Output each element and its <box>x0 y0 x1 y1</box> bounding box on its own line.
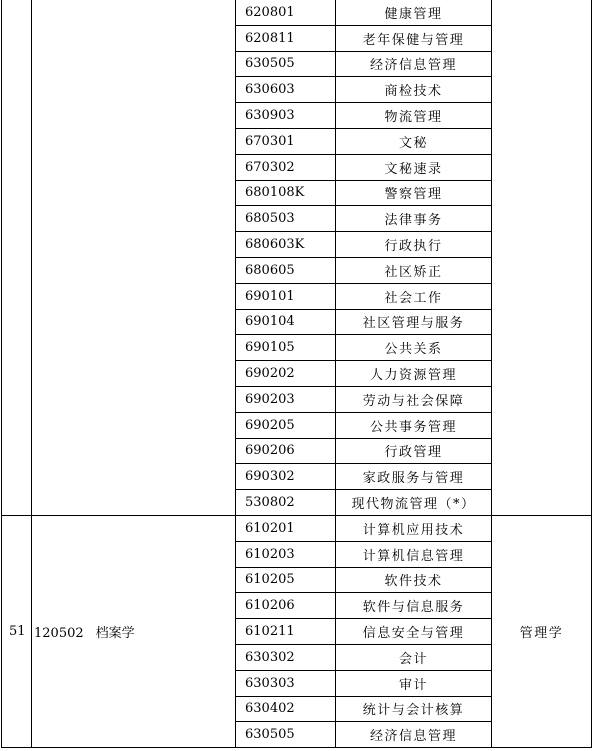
major-name-cell: 现代物流管理（*） <box>336 490 492 516</box>
major-name-cell: 劳动与社会保障 <box>336 386 492 412</box>
major-name-cell: 经济信息管理 <box>336 51 492 77</box>
major-code-cell: 690105 <box>236 335 336 361</box>
major-name-cell: 文秘速录 <box>336 154 492 180</box>
major-name-cell: 行政执行 <box>336 232 492 258</box>
discipline-name: 档案学 <box>95 626 135 642</box>
major-code-cell: 610211 <box>236 619 336 645</box>
major-name-cell: 公共事务管理 <box>336 412 492 438</box>
major-name-cell: 物流管理 <box>336 103 492 129</box>
discipline-cell <box>32 0 236 515</box>
major-code-cell: 690302 <box>236 464 336 490</box>
major-name-cell: 社区矫正 <box>336 257 492 283</box>
major-code-cell: 530802 <box>236 490 336 516</box>
major-code-cell: 630303 <box>236 670 336 696</box>
major-name-cell: 软件技术 <box>336 567 492 593</box>
major-name-cell: 软件与信息服务 <box>336 593 492 619</box>
major-code-cell: 690202 <box>236 361 336 387</box>
major-name-cell: 会计 <box>336 644 492 670</box>
major-name-cell: 行政管理 <box>336 438 492 464</box>
major-name-cell: 计算机应用技术 <box>336 515 492 541</box>
major-code-cell: 690101 <box>236 283 336 309</box>
major-name-cell: 审计 <box>336 670 492 696</box>
major-code-cell: 680108K <box>236 180 336 206</box>
major-name-cell: 法律事务 <box>336 206 492 232</box>
sequence-number-cell: 51 <box>2 515 32 747</box>
major-code-cell: 680603K <box>236 232 336 258</box>
major-table-body <box>2 0 592 748</box>
major-code-cell: 630402 <box>236 696 336 722</box>
category-cell: 管理学 <box>492 515 592 747</box>
major-name-cell: 经济信息管理 <box>336 722 492 748</box>
major-code-cell: 670301 <box>236 128 336 154</box>
major-code-cell: 690203 <box>236 386 336 412</box>
major-name-cell: 公共关系 <box>336 335 492 361</box>
major-code-cell: 690205 <box>236 412 336 438</box>
major-code-cell: 630505 <box>236 51 336 77</box>
major-code-cell: 630903 <box>236 103 336 129</box>
major-name-cell: 计算机信息管理 <box>336 541 492 567</box>
table-row <box>2 0 592 25</box>
major-name-cell: 信息安全与管理 <box>336 619 492 645</box>
major-code-cell: 620811 <box>236 25 336 51</box>
major-code-cell: 610206 <box>236 593 336 619</box>
category-cell <box>492 0 592 515</box>
major-code-cell: 630505 <box>236 722 336 748</box>
major-name-cell: 统计与会计核算 <box>336 696 492 722</box>
major-code-cell: 610205 <box>236 567 336 593</box>
major-code-cell: 680605 <box>236 257 336 283</box>
major-name-cell: 商检技术 <box>336 77 492 103</box>
sequence-number-cell <box>2 0 32 515</box>
major-name-cell: 老年保健与管理 <box>336 25 492 51</box>
major-code-cell: 630302 <box>236 644 336 670</box>
major-name-cell: 文秘 <box>336 128 492 154</box>
major-name-cell: 人力资源管理 <box>336 361 492 387</box>
table-row <box>2 515 592 541</box>
major-code-cell: 610201 <box>236 515 336 541</box>
major-name-cell: 健康管理 <box>336 0 492 25</box>
major-name-cell: 警察管理 <box>336 180 492 206</box>
major-table <box>1 0 592 748</box>
major-name-cell: 社区管理与服务 <box>336 309 492 335</box>
major-name-cell: 家政服务与管理 <box>336 464 492 490</box>
major-code-cell: 670302 <box>236 154 336 180</box>
major-code-cell: 620801 <box>236 0 336 25</box>
major-name-cell: 社会工作 <box>336 283 492 309</box>
discipline-cell <box>32 515 236 747</box>
major-code-cell: 630603 <box>236 77 336 103</box>
major-code-cell: 680503 <box>236 206 336 232</box>
discipline-code: 120502 <box>34 626 84 642</box>
major-code-cell: 690206 <box>236 438 336 464</box>
major-code-cell: 610203 <box>236 541 336 567</box>
major-code-cell: 690104 <box>236 309 336 335</box>
